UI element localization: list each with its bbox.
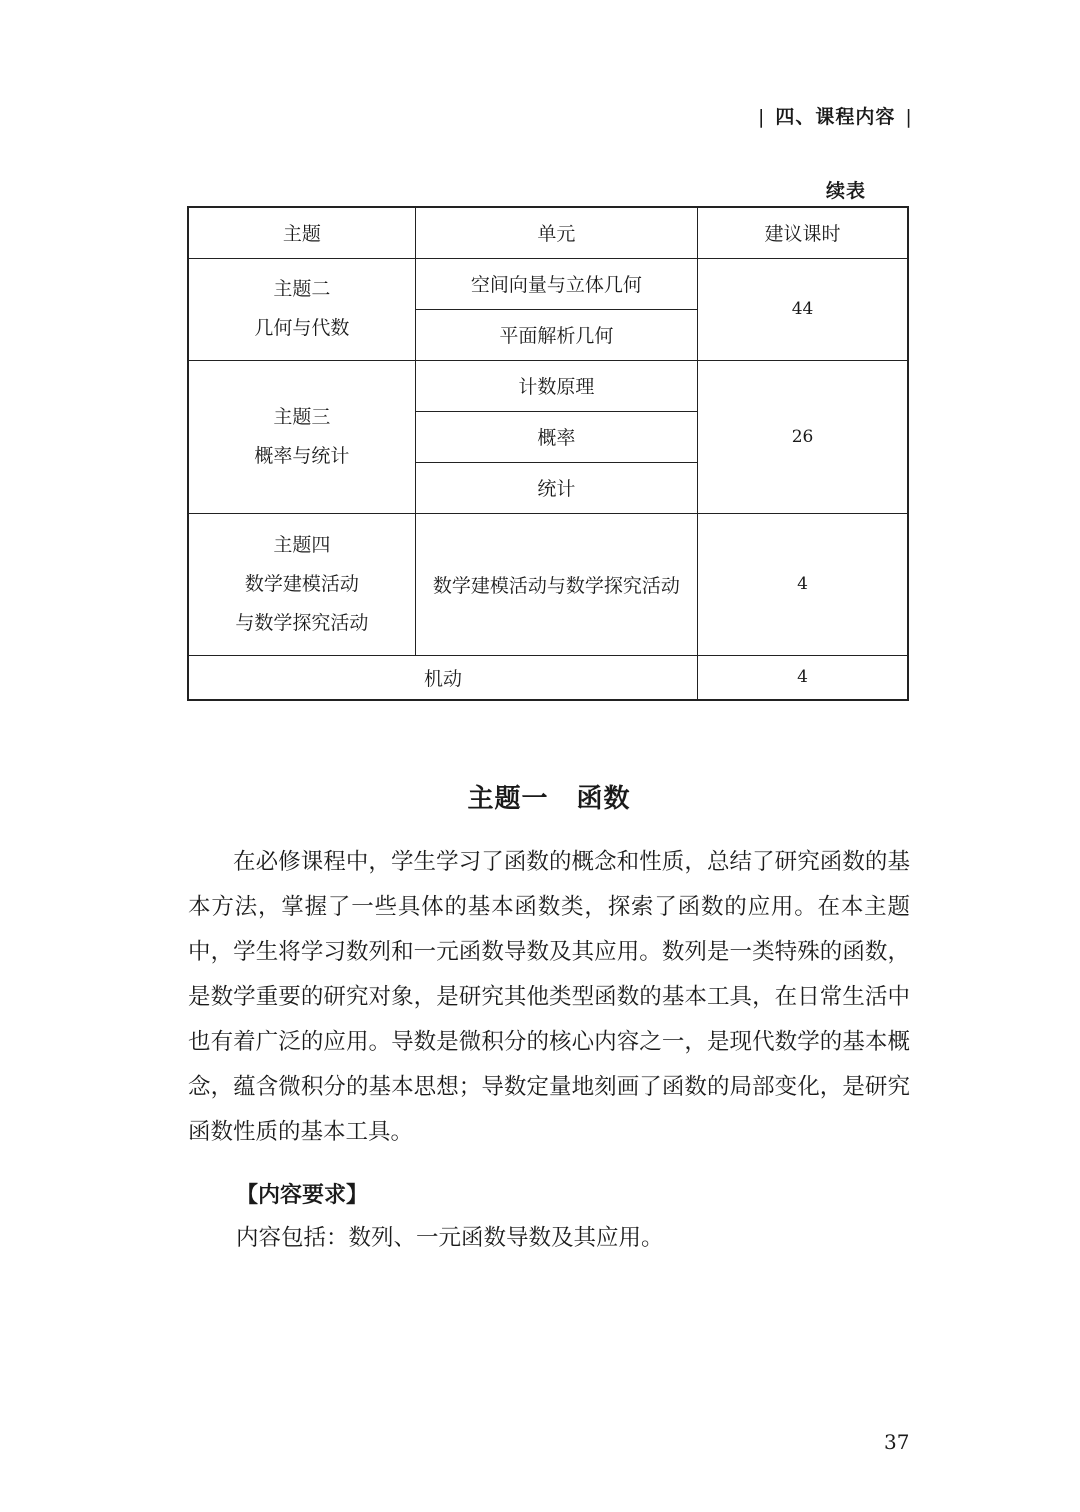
theme4-name-line2: 与数学探究活动 xyxy=(235,611,369,634)
unit-cell: 数学建模活动与数学探究活动 xyxy=(415,513,697,655)
table-row xyxy=(188,513,908,655)
header-hours: 建议课时 xyxy=(698,207,908,258)
theme4-name-line1: 数学建模活动 xyxy=(244,572,359,595)
unit-cell: 概率 xyxy=(415,411,697,462)
header-unit: 单元 xyxy=(415,207,697,258)
theme4-label: 主题四 xyxy=(273,533,331,556)
theme3-hours: 26 xyxy=(698,360,908,513)
unit-cell: 平面解析几何 xyxy=(415,309,697,360)
course-schedule-table xyxy=(187,206,909,701)
header-divider-left: | xyxy=(758,106,766,128)
theme2-hours: 44 xyxy=(698,258,908,360)
theme2-label: 主题二 xyxy=(273,278,331,300)
unit-cell: 统计 xyxy=(415,462,697,513)
continued-table-label: 续表 xyxy=(826,180,867,202)
page-number: 37 xyxy=(884,1430,910,1454)
theme4-cell xyxy=(188,513,415,655)
section-title xyxy=(0,778,1080,815)
table-row xyxy=(188,360,908,411)
table-row xyxy=(188,258,908,309)
table-row xyxy=(188,655,908,700)
theme4-hours: 4 xyxy=(698,513,908,655)
unit-cell: 计数原理 xyxy=(415,360,697,411)
theme3-cell xyxy=(188,360,415,513)
theme2-name: 几何与代数 xyxy=(254,317,350,339)
header-section-title: 四、课程内容 xyxy=(775,106,896,128)
content-requirements-text: 内容包括：数列、一元函数导数及其应用。 xyxy=(236,1225,664,1251)
table-header-row xyxy=(188,207,908,258)
section-title-number: 主题一 xyxy=(467,784,549,814)
header-divider-right: | xyxy=(905,106,913,128)
body-paragraph: 在必修课程中，学生学习了函数的概念和性质，总结了研究函数的基本方法，掌握了一些具体的基本函数类，探索了函数的应用。在本主题中，学生将学习数列和一元函数导数及其应用。数列是一类特殊的函数，是数学重要的研究对象，是研究其他类型函数的基本工具，在日常生活中也有着广泛的应用。导数是微积分的核心内容之一，是现代数学的基本概念，蕴含微积分的基本思想；导数定量地刻画了函数的局部变化，是研究函数性质的基本工具。 xyxy=(188,849,910,1145)
flexible-hours: 4 xyxy=(698,655,908,700)
theme3-label: 主题三 xyxy=(273,405,331,428)
unit-cell: 空间向量与立体几何 xyxy=(415,258,697,309)
theme3-name: 概率与统计 xyxy=(254,444,350,467)
running-header xyxy=(748,102,923,129)
content-requirements-heading: 【内容要求】 xyxy=(236,1183,369,1208)
header-theme: 主题 xyxy=(188,207,415,258)
theme2-cell xyxy=(188,258,415,360)
flexible-label: 机动 xyxy=(188,655,698,700)
section-title-name: 函数 xyxy=(576,784,631,814)
